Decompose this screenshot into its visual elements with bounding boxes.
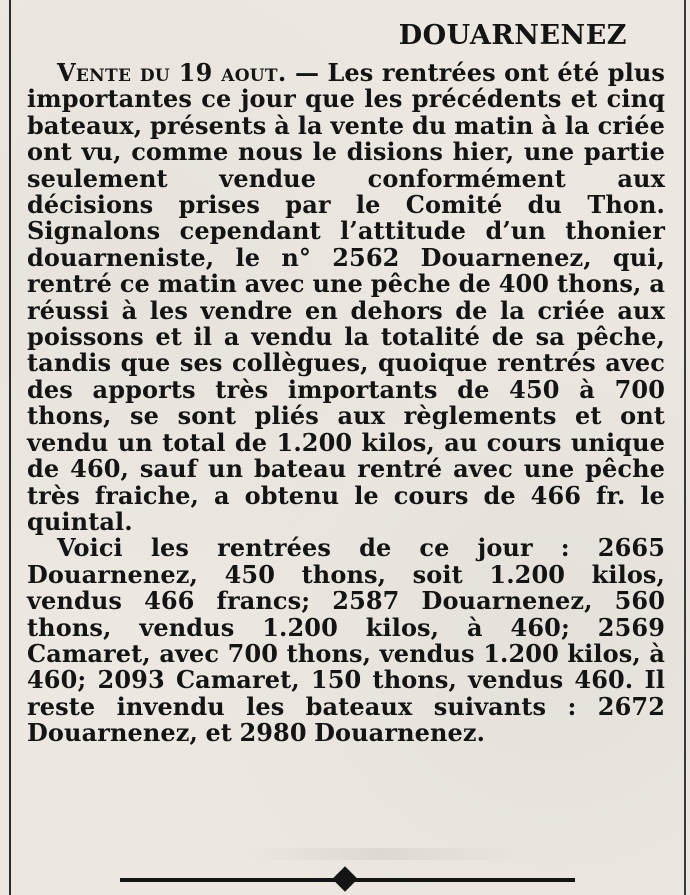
news-article <box>27 18 665 747</box>
article-title: DOUARNENEZ <box>398 20 627 51</box>
article-paragraph-1-body: — Les rentrées ont été plus importantes ce jour que les précédents et cinq bateaux, présents à la vente du matin à la criée ont vu, comme nous le disions hier, une partie seulement vendue conformément aux décisions prises par le Comité du Thon. Signalons cependant l’attitude d’un thonier douarneniste, le n° 2562 Douarnenez, qui, rentré ce matin avec une pêche de 400 thons, a réussi à les vendre en dehors de la criée aux poissons et il a vendu la totalité de sa pêche, tandis que ses collègues, quoique rentrés avec des apports très importants de 450 à 700 thons, se sont pliés aux règlements et ont vendu un total de 1.200 kilos, au cours unique de 460, sauf un bateau rentré avec une pêche très fraiche, a obtenu le cours de 466 fr. le quintal. <box>27 58 666 536</box>
left-column-rule <box>9 0 11 895</box>
faded-print-artifact <box>235 848 525 860</box>
article-lead: Vente du 19 aout. <box>57 58 287 87</box>
right-column-rule <box>684 0 686 895</box>
article-paragraph-1 <box>27 60 665 535</box>
separator-diamond-icon <box>332 866 357 891</box>
article-paragraph-2: Voici les rentrées de ce jour : 2665 Douarnenez, 450 thons, soit 1.200 kilos, vendus 466 francs; 2587 Douarnenez, 560 thons, vendus 1.200 kilos, à 460; 2569 Camaret, avec 700 thons, vendus 1.200 kilos, à 460; 2093 Camaret, 150 thons, vendus 460. Il reste invendu les bateaux suivants : 2672 Douarnenez, et 2980 Douarnenez. <box>27 533 665 748</box>
